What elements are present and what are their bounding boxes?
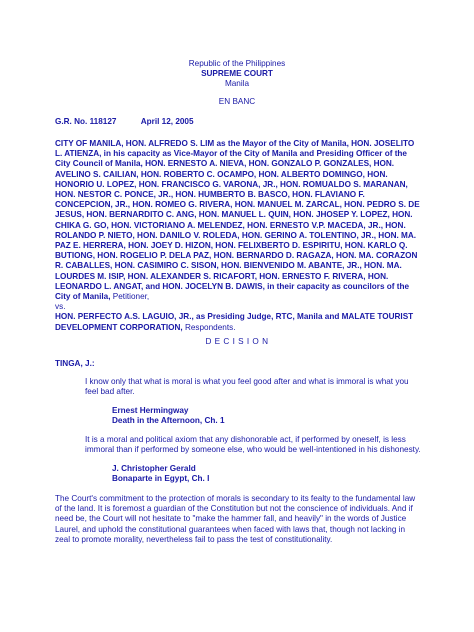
- quote-line: immoral than if performed by someone else, who would be well-intentioned in his dishonesty.: [85, 445, 421, 455]
- petitioner-line: City Council of Manila, HON. ERNESTO A. NIEVA, HON. GONZALO P. GONZALES, HON.: [55, 159, 395, 169]
- body-line: The Court's commitment to the protection of morals is secondary to its fealty to the fundamental law: [55, 494, 416, 503]
- petitioner-role: Petitioner,: [110, 292, 150, 302]
- attribution-source: Death in the Afternoon, Ch. 1: [112, 416, 225, 426]
- petitioner-line: L. ATIENZA, in his capacity as Vice-Mayor of the City of Manila and Presiding Officer of the: [55, 149, 407, 159]
- petitioner-line: CITY OF MANILA, HON. ALFREDO S. LIM as the Mayor of the City of Manila, HON. JOSELITO: [55, 139, 415, 148]
- petitioner-line: HON. NESTOR C. PONCE, JR., HON. HUMBERTO B. BASCO, HON. FLAVIANO F.: [55, 190, 365, 200]
- body-line: of the land. It is foremost a guardian of the Constitution but not the conscience of individuals. And if: [55, 504, 413, 514]
- respondent-line: HON. PERFECTO A.S. LAGUIO, JR., as Presiding Judge, RTC, Manila and MALATE TOURIST: [55, 312, 414, 322]
- body-line: need be, the Court will not hesitate to "make the hammer fall, and heavily" in the words of Justice: [55, 514, 407, 524]
- petitioner-line: AVELINO S. CAILIAN, HON. ROBERTO C. OCAMPO, HON. ALBERTO DOMINGO, HON.: [55, 169, 388, 179]
- petitioner-line: City of Manila,: [55, 292, 111, 302]
- petitioner-line: CHIKA G. GO, HON. VICTORIANO A. MELENDEZ, HON. ERNESTO V.P. MACEDA, JR., HON.: [55, 220, 406, 230]
- epigraph-quote: [85, 435, 421, 455]
- ponente: TINGA, J.:: [55, 359, 95, 368]
- case-number-line: [55, 117, 435, 127]
- petitioner-line: R. CABALLES, HON. CASIMIRO C. SISON, HON. BIENVENIDO M. ABANTE, JR., HON. MA.: [55, 261, 402, 271]
- body-paragraph: [55, 494, 415, 545]
- attribution-source: Bonaparte in Egypt, Ch. I: [112, 474, 210, 484]
- attribution-name: Ernest Hermingway: [112, 406, 189, 415]
- republic-line: Republic of the Philippines: [188, 59, 286, 68]
- respondent-last-line: [55, 323, 420, 333]
- body-line: Laurel, and uphold the constitutional guarantees when faced with laws that, though not lacking in: [55, 524, 406, 534]
- body-line: zeal to promote morality, nevertheless fail to pass the test of constitutionality.: [55, 534, 333, 544]
- court-city: Manila: [224, 79, 250, 88]
- petitioner-last-line: [55, 292, 420, 302]
- quote-line: feel bad after.: [85, 387, 135, 397]
- petitioner-line: LOURDES M. ISIP, HON. ALEXANDER S. RICAFORT, HON. ERNESTO F. RIVERA, HON.: [55, 271, 389, 281]
- petitioners-block: [55, 139, 420, 333]
- quote-line: I know only that what is moral is what you feel good after and what is immoral is what you: [85, 377, 409, 386]
- respondent-role: Respondents.: [182, 322, 236, 332]
- petitioner-line: JESUS, HON. BERNARDITO C. ANG, HON. MANUEL L. QUIN, HON. JHOSEP Y. LOPEZ, HON.: [55, 210, 413, 220]
- respondent-line: DEVELOPMENT CORPORATION,: [55, 322, 183, 332]
- epigraph-attribution: [112, 464, 209, 484]
- versus-label: vs.: [55, 302, 66, 312]
- epigraph-quote: [85, 377, 409, 397]
- quote-line: It is a moral and political axiom that any dishonorable act, if performed by oneself, is less: [85, 435, 406, 444]
- court-name: SUPREME COURT: [201, 69, 273, 78]
- petitioner-line: BUTIONG, HON. ROGELIO P. DELA PAZ, HON. BERNARDO D. RAGAZA, HON. MA. CORAZON: [55, 251, 418, 261]
- en-banc-label: EN BANC: [218, 97, 256, 106]
- decision-heading: D E C I S I O N: [205, 337, 269, 346]
- epigraph-attribution: [112, 406, 225, 426]
- gr-number: G.R. No. 118127: [55, 117, 117, 126]
- petitioner-line: ROLANDO P. NIETO, HON. DANILO V. ROLEDA, HON. GERINO A. TOLENTINO, JR., HON. MA.: [55, 230, 417, 240]
- case-date: April 12, 2005: [140, 117, 194, 126]
- petitioner-line: LEONARDO L. ANGAT, and HON. JOCELYN B. DAWIS, in their capacity as councilors of the: [55, 281, 410, 291]
- petitioner-line: PAZ E. HERRERA, HON. JOEY D. HIZON, HON. FELIXBERTO D. ESPIRITU, HON. KARLO Q.: [55, 241, 408, 251]
- attribution-name: J. Christopher Gerald: [112, 464, 196, 473]
- petitioner-line: CONCEPCION, JR., HON. ROMEO G. RIVERA, HON. MANUEL M. ZARCAL, HON. PEDRO S. DE: [55, 200, 420, 210]
- petitioner-line: HONORIO U. LOPEZ, HON. FRANCISCO G. VARONA, JR., HON. ROMUALDO S. MARANAN,: [55, 179, 408, 189]
